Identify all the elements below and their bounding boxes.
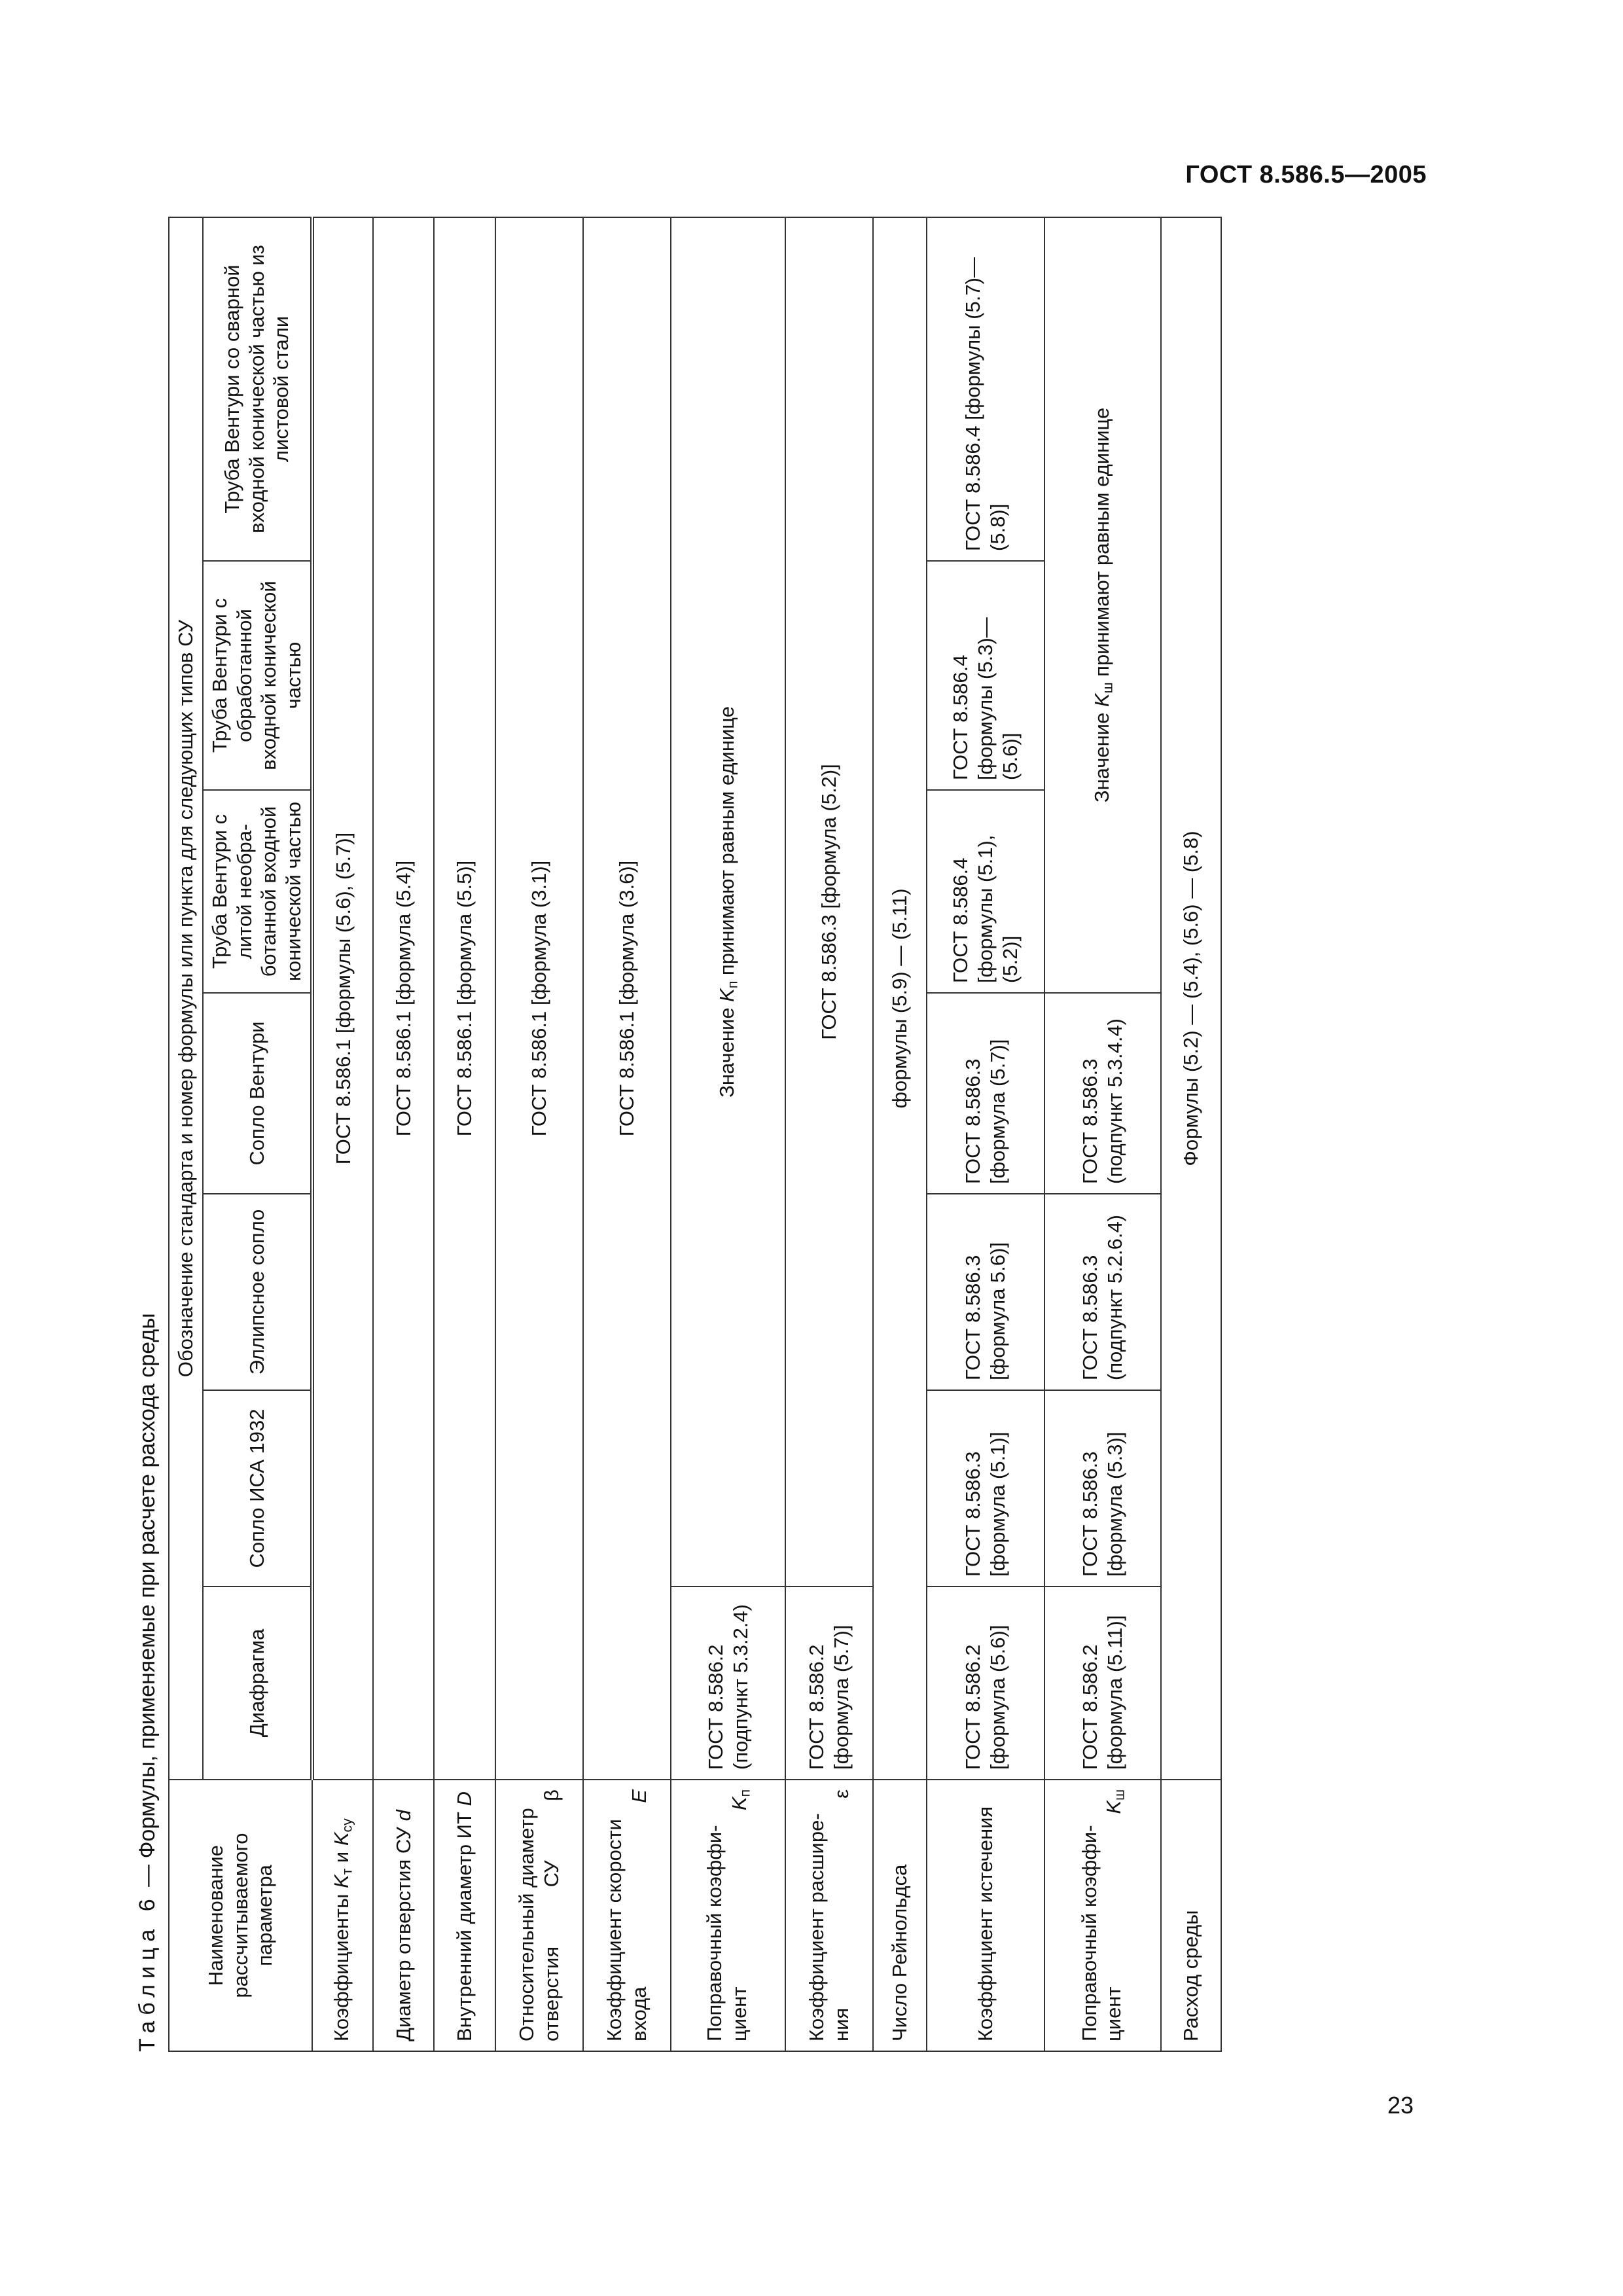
table-row (434, 217, 495, 2051)
page-number: 23 (1387, 2092, 1414, 2119)
column-header-venturi-cast: Труба Вентури с литой необра-ботанной входной конической частью (203, 790, 312, 993)
row-name-diameter-d: Диаметр отверстия СУ d (373, 1780, 434, 2051)
table-caption (128, 1313, 167, 2052)
row-cell-ksh-elliptic-nozzle: ГОСТ 8.586.3 (подпункт 5.2.6.4) (1044, 1194, 1161, 1390)
row-name-entry-velocity-coefficient: Коэффициент скорости входа E (583, 1780, 671, 2051)
table-caption-text: — Формулы, применяемые при расчете расхода среды (135, 1313, 160, 1893)
row-cell-ksh-venturi-nozzle: ГОСТ 8.586.3 (подпункт 5.3.4.4) (1044, 993, 1161, 1194)
row-cell-eps-diaphragm: ГОСТ 8.586.2 [формула (5.7)] (785, 1587, 873, 1780)
column-header-diaphragm: Диафрагма (203, 1587, 312, 1780)
row-name-correction-coefficient-kp: Поправочный коэффи-циент $K_п$ (671, 1780, 785, 2051)
row-cell-c-venturi-cast: ГОСТ 8.586.4 [формулы (5.1), (5.2)] (927, 790, 1044, 993)
row-name-expansion-coefficient: Коэффициент расшире-ния ε (785, 1780, 873, 2051)
row-name-flow-rate: Расход среды (1161, 1780, 1221, 2051)
row-cell-c-isa-nozzle: ГОСТ 8.586.3 [формула (5.1)] (927, 1390, 1044, 1587)
table-row (1161, 217, 1221, 2051)
row-name-reynolds-number: Число Рейнольдса (873, 1780, 927, 2051)
column-header-venturi-machined: Труба Вентури с обработанной входной конической частью (203, 561, 312, 790)
row-cell-c-venturi-welded: ГОСТ 8.586.4 [формулы (5.7)—(5.8)] (927, 217, 1044, 561)
table-row (785, 217, 873, 2051)
table-row (1044, 217, 1161, 2051)
document-id-header: ГОСТ 8.586.5—2005 (1185, 161, 1427, 188)
row-name-relative-diameter: Относительный диаметр отверстия СУ β (495, 1780, 583, 2051)
group-header: Обозначение стандарта и номер формулы или пункта для следующих типов СУ (169, 217, 203, 1780)
table-row (495, 217, 583, 2051)
row-name-kt-ksu: Коэффициенты $K_т$ и $K_{су}$ (312, 1780, 373, 2051)
table-row (312, 217, 373, 2051)
row-value-ksh-venturi-tubes: Значение $K_ш$ принимают равным единице (1044, 217, 1161, 993)
formulas-table (168, 217, 1222, 2052)
table-row (873, 217, 927, 2051)
rotated-page-content (128, 88, 1391, 2052)
table-row (583, 217, 671, 2051)
row-cell-kp-diaphragm: ГОСТ 8.586.2 (подпункт 5.3.2.4) (671, 1587, 785, 1780)
row-cell-c-venturi-nozzle: ГОСТ 8.586.3 [формула (5.7)] (927, 993, 1044, 1194)
column-header-elliptic-nozzle: Эллипсное сопло (203, 1194, 312, 1390)
row-cell-c-venturi-machined: ГОСТ 8.586.4 [формулы (5.3)—(5.6)] (927, 561, 1044, 790)
table-header-row (169, 217, 203, 2051)
table-header-row (203, 217, 312, 2051)
row-cell-ksh-diaphragm: ГОСТ 8.586.2 [формула (5.11)] (1044, 1587, 1161, 1780)
row-value-flow-rate: Формулы (5.2) — (5.4), (5.6) — (5.8) (1161, 217, 1221, 1780)
table-row (671, 217, 785, 2051)
row-value-expansion-coefficient: ГОСТ 8.586.3 [формула (5.2)] (785, 217, 873, 1587)
row-value-entry-velocity-coefficient: ГОСТ 8.586.1 [формула (3.6)] (583, 217, 671, 1780)
column-header-venturi-nozzle: Сопло Вентури (203, 993, 312, 1194)
column-header-parameter: Наименование рассчитываемого параметра (169, 1780, 312, 2051)
row-cell-c-diaphragm: ГОСТ 8.586.2 [формула (5.6)] (927, 1587, 1044, 1780)
row-name-inner-diameter-D: Внутренний диаметр ИТ D (434, 1780, 495, 2051)
row-value-diameter-d: ГОСТ 8.586.1 [формула (5.4)] (373, 217, 434, 1780)
row-name-correction-coefficient-ksh: Поправочный коэффи-циент $K_ш$ (1044, 1780, 1161, 2051)
row-value-inner-diameter-D: ГОСТ 8.586.1 [формула (5.5)] (434, 217, 495, 1780)
row-cell-ksh-isa-nozzle: ГОСТ 8.586.3 [формула (5.3)] (1044, 1390, 1161, 1587)
row-value-reynolds-number: формулы (5.9) — (5.11) (873, 217, 927, 1780)
row-value-kp: Значение $K_п$ принимают равным единице (671, 217, 785, 1587)
row-name-discharge-coefficient: Коэффициент истечения (927, 1780, 1044, 2051)
column-header-isa-nozzle: Сопло ИСА 1932 (203, 1390, 312, 1587)
table-row (373, 217, 434, 2051)
row-cell-c-elliptic-nozzle: ГОСТ 8.586.3 [формула 5.6)] (927, 1194, 1044, 1390)
row-value-kt-ksu: ГОСТ 8.586.1 [формулы (5.6), (5.7)] (312, 217, 373, 1780)
table-caption-label: Таблица 6 (135, 1893, 160, 2052)
row-value-relative-diameter: ГОСТ 8.586.1 [формула (3.1)] (495, 217, 583, 1780)
column-header-venturi-welded: Труба Вентури со сварной входной конической частью из листовой стали (203, 217, 312, 561)
table-row (927, 217, 1044, 2051)
